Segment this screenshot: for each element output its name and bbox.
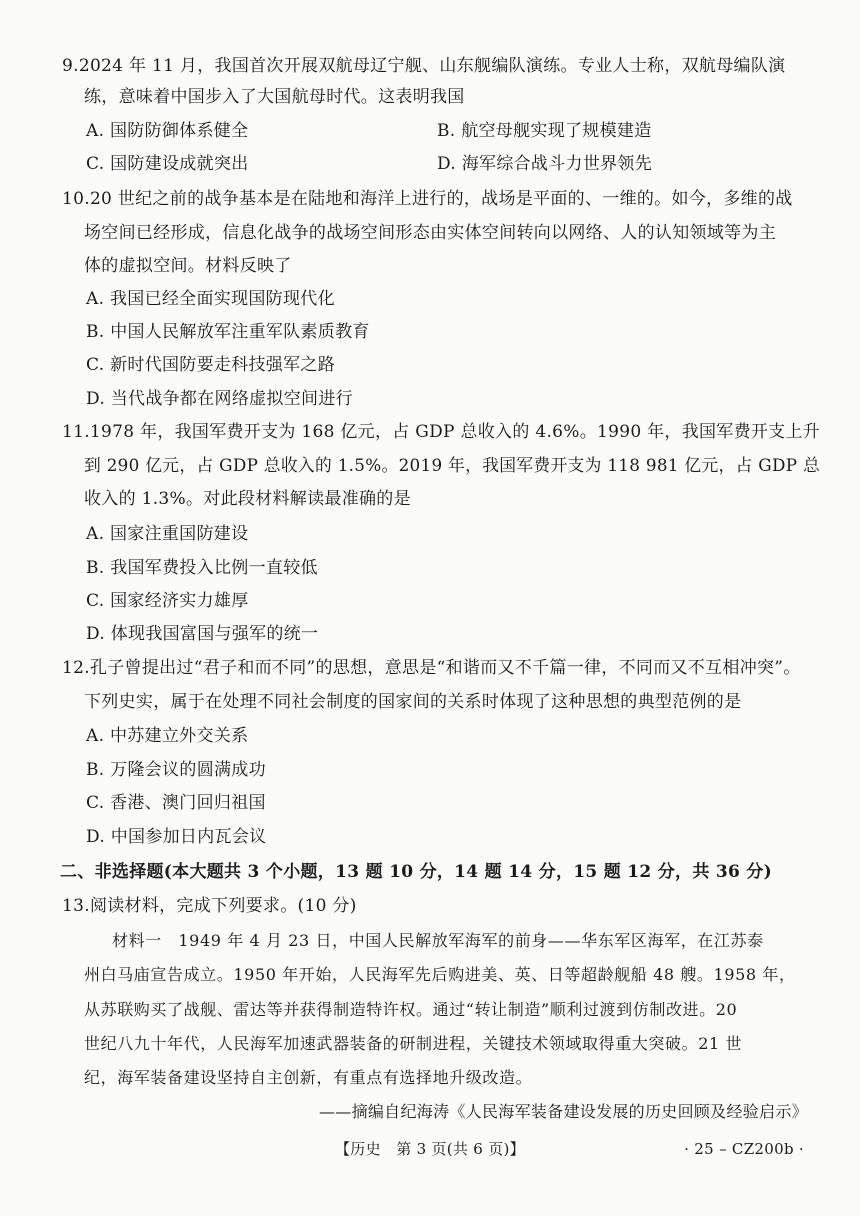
question-10-line-1: 10.20 世纪之前的战争基本是在陆地和海洋上进行的，战场是平面的、一维的。如今，多维的战 xyxy=(62,189,793,209)
question-11-option-c: C. 国家经济实力雄厚 xyxy=(86,591,249,611)
question-13-prompt: 13.阅读材料，完成下列要求。(10 分) xyxy=(62,896,357,916)
material-source: ——摘编自纪海涛《人民海军装备建设发展的历史回顾及经验启示》 xyxy=(318,1102,808,1121)
question-11-option-d: D. 体现我国富国与强军的统一 xyxy=(86,624,319,644)
material-line-1: 材料一 1949 年 4 月 23 日，中国人民解放军海军的前身——华东军区海军，在江苏泰 xyxy=(112,931,764,950)
question-9-line-2: 练，意味着中国步入了大国航母时代。这表明我国 xyxy=(84,87,465,107)
material-line-5: 纪，海军装备建设坚持自主创新，有重点有选择地升级改造。 xyxy=(84,1068,533,1087)
question-11-line-1: 11.1978 年，我国军费开支为 168 亿元，占 GDP 总收入的 4.6%。1990 年，我国军费开支上升 xyxy=(62,422,821,442)
question-9-option-d: D. 海军综合战斗力世界领先 xyxy=(437,154,653,174)
material-line-4: 世纪八九十年代，人民海军加速武器装备的研制进程，关键技术领域取得重大突破。21 世 xyxy=(84,1034,743,1053)
question-11-line-3: 收入的 1.3%。对此段材料解读最准确的是 xyxy=(84,489,411,509)
question-10-option-b: B. 中国人民解放军注重军队素质教育 xyxy=(86,322,370,342)
question-10-option-c: C. 新时代国防要走科技强军之路 xyxy=(86,355,336,375)
question-12-line-1: 12.孔子曾提出过“君子和而不同”的思想，意思是“和谐而又不千篇一律，不同而又不互相冲突”。 xyxy=(62,658,801,678)
question-12-option-d: D. 中国参加日内瓦会议 xyxy=(86,827,267,847)
question-10-line-3: 体的虚拟空间。材料反映了 xyxy=(84,256,292,276)
page-footer-code: · 25 – CZ200b · xyxy=(684,1140,804,1158)
section-heading: 二、非选择题(本大题共 3 个小题，13 题 10 分，14 题 14 分，15 题 12 分，共 36 分) xyxy=(60,862,772,882)
question-10-option-a: A. 我国已经全面实现国防现代化 xyxy=(86,289,335,309)
material-line-3: 从苏联购买了战舰、雷达等并获得制造特许权。通过“转让制造”顺利过渡到仿制改进。20 xyxy=(84,1000,738,1019)
material-line-2: 州白马庙宣告成立。1950 年开始，人民海军先后购进美、英、日等超龄舰船 48 艘。1958 年， xyxy=(84,965,796,984)
question-12-option-a: A. 中苏建立外交关系 xyxy=(86,726,249,746)
question-9-option-c: C. 国防建设成就突出 xyxy=(86,154,249,174)
question-11-line-2: 到 290 亿元，占 GDP 总收入的 1.5%。2019 年，我国军费开支为 118 981 亿元，占 GDP 总 xyxy=(84,456,821,476)
question-12-line-2: 下列史实，属于在处理不同社会制度的国家间的关系时体现了这种思想的典型范例的是 xyxy=(84,692,742,712)
question-11-option-a: A. 国家注重国防建设 xyxy=(86,524,249,544)
question-10-line-2: 场空间已经形成，信息化战争的战场空间形态由实体空间转向以网络、人的认知领域等为主 xyxy=(84,223,776,243)
page-footer-label: 【历史 第 3 页(共 6 页)】 xyxy=(335,1140,525,1158)
question-9-line-1: 9.2024 年 11 月，我国首次开展双航母辽宁舰、山东舰编队演练。专业人士称，双航母编队演 xyxy=(62,56,786,76)
question-10-option-d: D. 当代战争都在网络虚拟空间进行 xyxy=(86,389,353,409)
question-12-option-b: B. 万隆会议的圆满成功 xyxy=(86,760,266,780)
question-11-option-b: B. 我国军费投入比例一直较低 xyxy=(86,558,318,578)
question-9-option-b: B. 航空母舰实现了规模建造 xyxy=(437,121,652,141)
question-9-option-a: A. 国防防御体系健全 xyxy=(86,121,249,141)
question-12-option-c: C. 香港、澳门回归祖国 xyxy=(86,793,266,813)
